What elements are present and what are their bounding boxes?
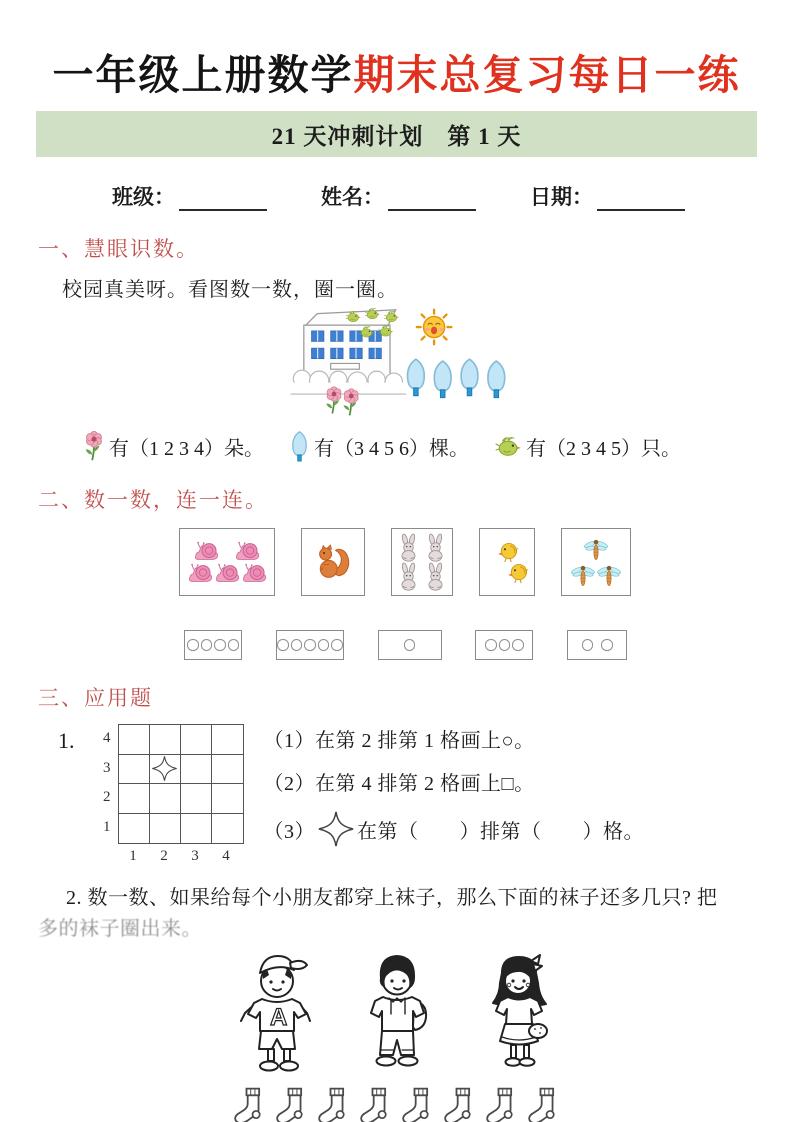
grid-cell [212,784,243,814]
socks-row [0,1085,793,1122]
dragonfly-icon [583,536,609,562]
flower-count-text: 有（1 2 3 4）朵。 [109,437,264,460]
grid-col-label: 3 [191,848,199,864]
school-scene-drawing [288,306,538,419]
count-circle [485,639,497,651]
squirrel-icon [315,544,351,580]
picture-boxes-row [179,528,631,596]
count-circle [318,639,330,651]
question-1-text [264,724,645,862]
date-label: 日期： [530,185,593,209]
count-circle [291,639,303,651]
q1-line-3-prefix: （3） [263,820,315,843]
count-circle [582,639,594,651]
grid-col-label: 1 [129,848,137,864]
grid-col-label: 2 [160,848,168,864]
four-point-star-icon [317,810,355,848]
count-circle [228,639,240,651]
grid-cell [119,755,150,785]
circle-box-5 [276,630,344,660]
dragonfly-icon [596,562,622,588]
snail-icon [241,562,268,584]
q1-line-1: （1）在第 2 排第 1 格画上○。 [263,730,535,752]
name-blank-line [388,185,476,211]
q2-line-1: 2. 数一数、如果给每个小朋友都穿上袜子，那么下面的袜子还多几只? 把 [66,887,718,909]
count-circle [277,639,289,651]
sock-icon [399,1085,436,1122]
grid-row-label: 2 [103,789,111,806]
name-label: 姓名： [321,185,384,209]
circle-boxes-row [184,630,627,660]
question-2-text [38,883,755,945]
date-field [530,181,685,211]
boy-with-cap-drawing [225,951,329,1083]
tree-count-item [288,430,469,462]
rabbit-icon [397,562,420,591]
count-circle [201,639,213,651]
grid-cell [181,814,212,844]
rabbits-box [391,528,453,596]
sock-icon [315,1085,352,1122]
snail-icon [187,562,214,584]
circle-box-3 [475,630,533,660]
grid-cell [212,725,243,755]
info-fields [112,181,793,211]
grid-cell [212,814,243,844]
count-circle [304,639,316,651]
date-blank-line [597,185,685,211]
grid-cell [181,755,212,785]
name-field [321,181,476,211]
sun [417,310,451,344]
scene-trees [408,359,505,397]
count-circle [512,639,524,651]
rabbit-icon [397,533,420,562]
girl-drawing [465,951,569,1083]
count-circle [404,639,416,651]
chick-icon [497,540,520,563]
grid-cell [119,784,150,814]
grid-cell [119,814,150,844]
sock-icon [483,1085,520,1122]
boy-with-backpack-drawing [345,951,449,1083]
section2-heading: 二、数一数，连一连。 [38,488,268,512]
grid-cell [212,755,243,785]
grid-row-labels [95,724,111,842]
grid-cell [150,725,181,755]
grid-cell [181,784,212,814]
counting-line [82,430,793,462]
circle-box-4 [184,630,242,660]
snail-icon [234,540,261,562]
grid-row-label: 3 [103,759,111,776]
grid-row-label: 1 [103,818,111,835]
dragonflies-box [561,528,631,596]
dragonfly-icon [570,562,596,588]
q2-line-2: 多的袜子圈出来。 [38,918,202,940]
count-circle [214,639,226,651]
position-grid [118,724,244,844]
children-row [0,951,793,1083]
sock-icon [273,1085,310,1122]
class-field [112,181,267,211]
snail-icon [214,562,241,584]
count-circle [601,639,613,651]
bird-icon [493,435,523,458]
class-label: 班级： [112,185,175,209]
sock-icon [231,1085,268,1122]
bird-count-item [493,432,681,461]
plan-banner: 21 天冲刺计划 第 1 天 [36,111,757,157]
snails-box [179,528,275,596]
circle-box-1 [378,630,442,660]
grid-cell [119,725,150,755]
grid-cell [150,755,181,785]
grid-col-labels [118,848,242,865]
count-circle [187,639,199,651]
section1-heading: 一、慧眼识数。 [38,237,199,261]
section1-prompt: 校园真美呀。看图数一数，圈一圈。 [62,279,398,301]
count-circle [331,639,343,651]
tree-icon [288,430,311,462]
grid-star-icon [151,755,178,782]
sock-icon [525,1085,562,1122]
chick-icon [507,561,530,584]
section3-heading: 三、应用题 [38,686,153,710]
title-red-part: 期末总复习每日一练 [353,52,741,98]
question-1-number: 1. [58,728,75,753]
count-circle [499,639,511,651]
page-title [0,0,793,101]
grid-cell [150,784,181,814]
question-1 [58,724,793,865]
title-black-part: 一年级上册数学 [52,52,354,98]
circle-box-2 [567,630,627,660]
q1-line-3-suffix: 在第（ ）排第（ ）格。 [357,820,644,843]
grid-row-label: 4 [103,730,111,747]
flower-icon [82,431,106,462]
sock-icon [441,1085,478,1122]
squirrel-box [301,528,365,596]
chicks-box [479,528,535,596]
grid-cell [181,725,212,755]
snail-icon [193,540,220,562]
school-scene [288,306,538,424]
grid-col-label: 4 [222,848,230,864]
class-blank-line [179,185,267,211]
q1-line-3 [264,810,645,848]
tree-count-text: 有（3 4 5 6）棵。 [314,437,469,460]
rabbit-icon [424,533,447,562]
flower-count-item [82,431,264,462]
bird-count-text: 有（2 3 4 5）只。 [526,437,681,460]
shirt-letter-A: A [269,1004,287,1031]
building-canopy [331,363,360,369]
grid-cell [150,814,181,844]
position-grid-block [95,724,244,865]
sock-icon [357,1085,394,1122]
rabbit-icon [424,562,447,591]
q1-line-2: （2）在第 4 排第 2 格画上□。 [263,773,535,795]
